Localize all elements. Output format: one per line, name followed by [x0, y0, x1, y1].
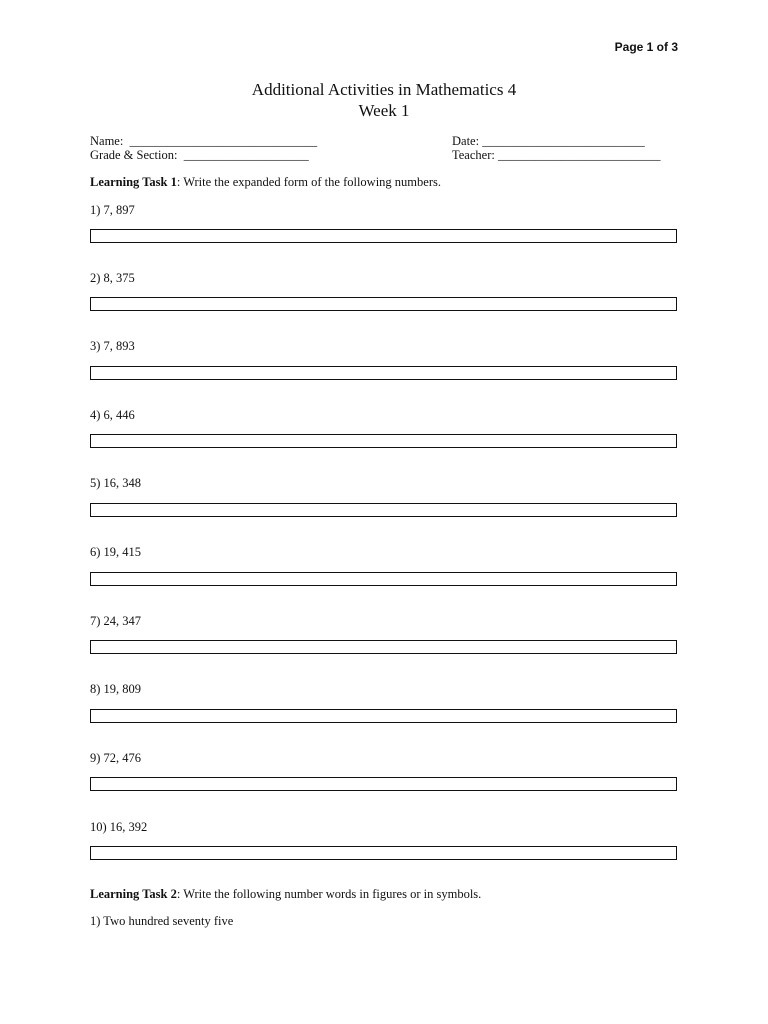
task1-item-5: 5) 16, 348: [90, 476, 142, 490]
task1-answer-box-4[interactable]: [90, 434, 677, 448]
task1-answer-box-2[interactable]: [90, 297, 677, 311]
task1-answer-box-9[interactable]: [90, 777, 677, 791]
task2-item-1: 1) Two hundred seventy five: [90, 914, 234, 928]
task1-item-4: 4) 6, 446: [90, 408, 135, 422]
page-number: Page 1 of 3: [614, 40, 678, 54]
task1-item-7: 7) 24, 347: [90, 614, 142, 628]
date-field[interactable]: Date: __________________________: [452, 134, 645, 148]
grade-section-field[interactable]: Grade & Section: ____________________: [90, 148, 309, 162]
task1-answer-box-7[interactable]: [90, 640, 677, 654]
task1-answer-box-3[interactable]: [90, 366, 677, 380]
task1-item-3: 3) 7, 893: [90, 339, 135, 353]
task1-item-10: 10) 16, 392: [90, 820, 148, 834]
task1-answer-box-1[interactable]: [90, 229, 677, 243]
task1-item-6: 6) 19, 415: [90, 545, 142, 559]
task1-answer-box-10[interactable]: [90, 846, 677, 860]
task1-item-9: 9) 72, 476: [90, 751, 142, 765]
learning-task-2-heading: [90, 887, 481, 902]
task1-answer-box-8[interactable]: [90, 709, 677, 723]
learning-task-1-label: Learning Task 1: [90, 175, 177, 189]
learning-task-2-instruction: : Write the following number words in figures or in symbols.: [176, 887, 482, 901]
learning-task-2-label: Learning Task 2: [90, 887, 177, 901]
name-field[interactable]: Name: ______________________________: [90, 134, 318, 148]
task1-answer-box-5[interactable]: [90, 503, 677, 517]
task1-item-8: 8) 19, 809: [90, 682, 142, 696]
learning-task-1-instruction: : Write the expanded form of the following numbers.: [176, 175, 441, 189]
teacher-field[interactable]: Teacher: __________________________: [452, 148, 661, 162]
worksheet-subtitle: Week 1: [358, 101, 410, 120]
worksheet-title: Additional Activities in Mathematics 4: [251, 80, 517, 99]
task1-item-2: 2) 8, 375: [90, 271, 135, 285]
learning-task-1-heading: [90, 175, 441, 190]
task1-item-1: 1) 7, 897: [90, 203, 135, 217]
task1-answer-box-6[interactable]: [90, 572, 677, 586]
